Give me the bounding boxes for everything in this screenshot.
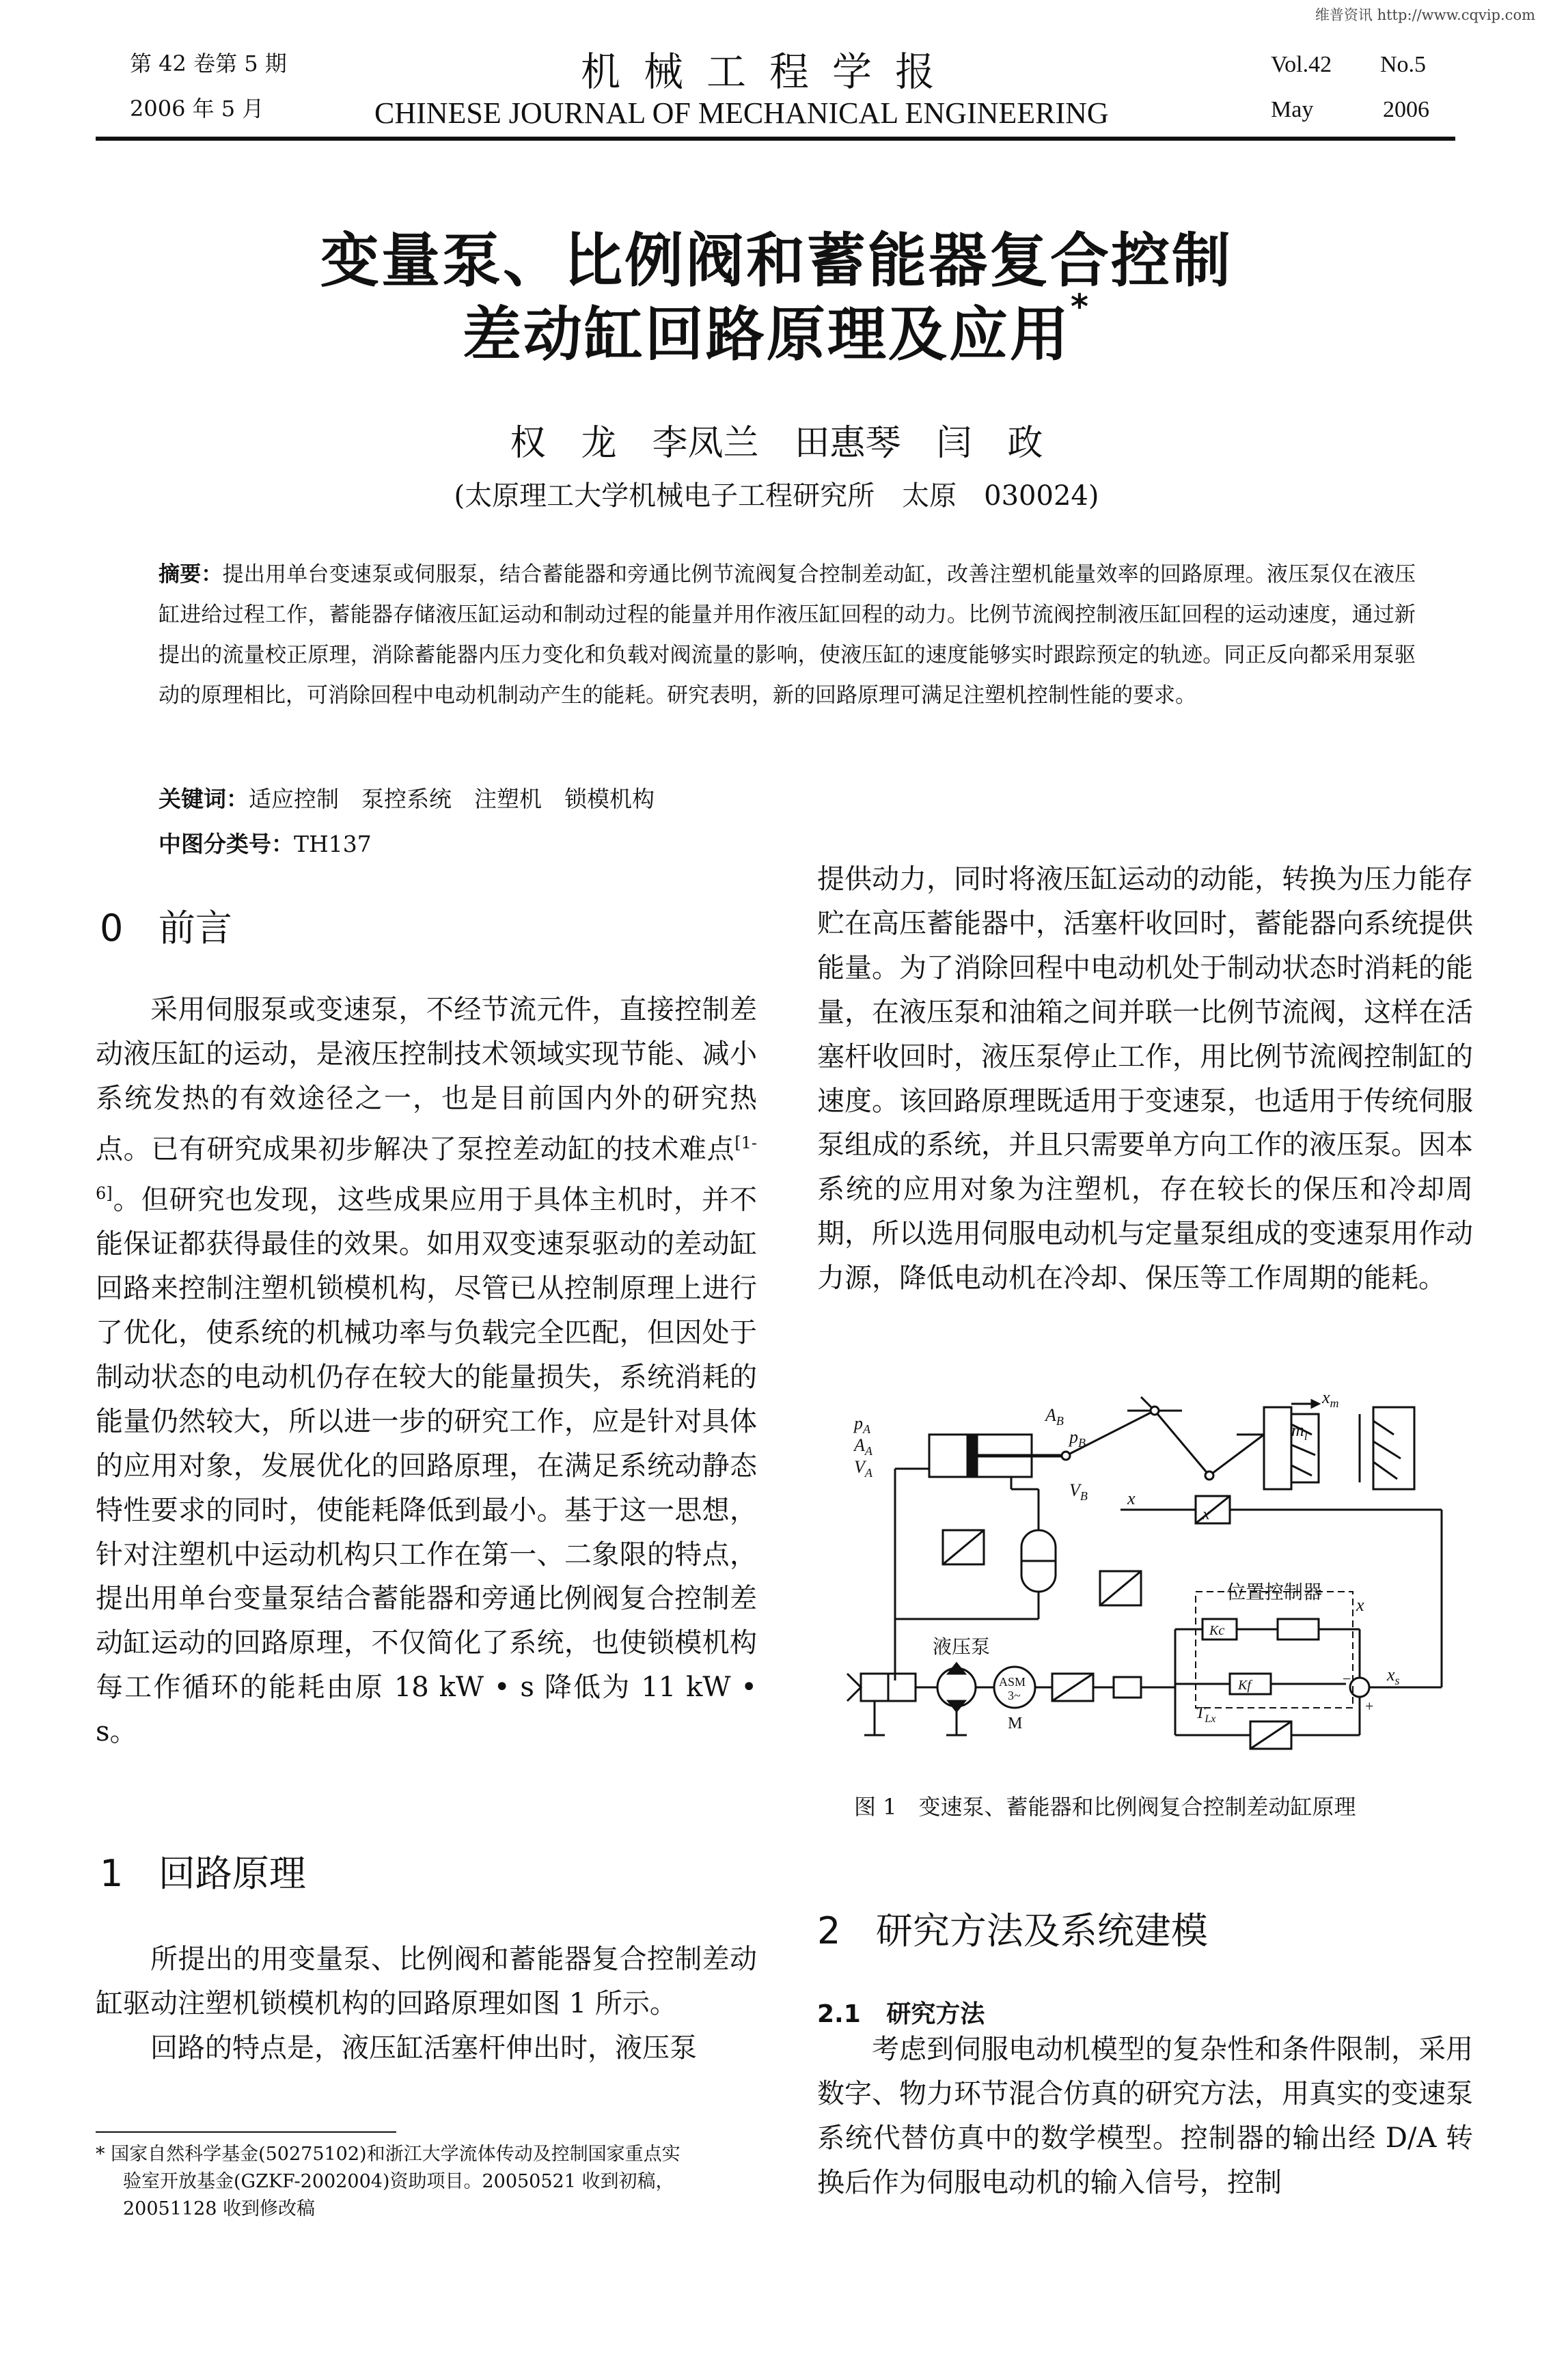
classification: 中图分类号：TH137 xyxy=(159,831,372,857)
label-xm: $x_m$ xyxy=(1322,1394,1339,1410)
linkage-link xyxy=(1209,1435,1264,1476)
affiliation: (太原理工大学机械电子工程研究所 太原 030024) xyxy=(454,480,1099,512)
label-pb: $p_B$ xyxy=(1069,1427,1086,1450)
header-volume: 第 42 卷第 5 期 xyxy=(130,51,287,77)
label-plus: + xyxy=(1365,1698,1374,1715)
watermark: 维普资讯 http://www.cqvip.com xyxy=(1315,7,1535,23)
circuit-paragraph-continued: 提供动力，同时将液压缸运动的动能，转换为压力能存贮在高压蓄能器中，活塞杆收回时，蓄能器向系统提供能量。为了消除回程中电动机处于制动状态时消耗的能量，在液压泵和油箱之间并联一比例节流阀，这样在活塞杆收回时，液压泵停止工作，用比例节流阀控制缸的速度。该回路原理既适用于变速泵，也适用于传统伺服泵组成的系统，并且只需要单方向工作的液压泵。因本系统的应用对象为注塑机，存在较长的保压和冷却周期，所以选用伺服电动机与定量泵组成的变速泵用作动力源，降低电动机在冷却、保压等工作周期的能耗。 xyxy=(817,863,1473,1295)
paper-title-line2: 差动缸回路原理及应用* xyxy=(462,287,1091,369)
label-motor-phase: 3~ xyxy=(1008,1689,1021,1702)
label-x1: x xyxy=(1127,1489,1136,1508)
header-vol: Vol.42 xyxy=(1271,52,1332,77)
label-x3: x xyxy=(1356,1595,1364,1615)
paper-title-line1: 变量泵、比例阀和蓄能器复合控制 xyxy=(320,227,1233,295)
method-paragraph: 考虑到伺服电动机模型的复杂性和条件限制，采用数字、物力环节混合仿真的研究方法，用真实的变速泵系统代替仿真中的数学模型。控制器的输出经 D/A 转换后作为伺服电动机的输入信号，控制 xyxy=(817,2034,1473,2198)
section-2-1-heading: 2.1 研究方法 xyxy=(817,2000,985,2028)
piston xyxy=(967,1435,977,1477)
footnote-rule xyxy=(96,2131,396,2133)
joint xyxy=(1205,1471,1213,1480)
journal-title-en: CHINESE JOURNAL OF MECHANICAL ENGINEERING xyxy=(374,96,1109,130)
header-month: May xyxy=(1271,97,1314,122)
figure-1-circuit-diagram xyxy=(840,1394,1469,1776)
header-no: No.5 xyxy=(1380,52,1427,77)
controller-block xyxy=(1278,1619,1319,1639)
footnote: * 国家自然科学基金(50275102)和浙江大学流体传动及控制国家重点实 验室开放基金(GZKF-2002004)资助项目。20050521 收到初稿， 20051128 收到修改稿 xyxy=(96,2144,681,2219)
position-controller-box xyxy=(1196,1592,1353,1708)
prop-valve-block xyxy=(888,1674,916,1701)
label-pump: 液压泵 xyxy=(933,1637,991,1658)
label-va: $V_A$ xyxy=(854,1457,872,1480)
label-minus: − xyxy=(1343,1670,1351,1687)
valve-spring xyxy=(847,1674,861,1701)
intro-paragraph: 采用伺服泵或变速泵，不经节流元件，直接控制差动液压缸的运动，是液压控制技术领域实现节能、减小系统发热的有效途径之一，也是目前国内外的研究热点。已有研究成果初步解决了泵控差动缸的技术难点[1-6]。但研究也发现，这些成果应用于具体主机时，并不能保证都获得最佳的效果。如用双变速泵驱动的差动缸回路来控制注塑机锁模机构，尽管已从控制原理上进行了优化，使系统的机械功率与负载完全匹配，但因处于制动状态的电动机仍存在较大的能量损失，系统消耗的能量仍然较大，所以进一步的研究工作，应是针对具体的应用对象，发展优化的回路原理，在满足系统动静态特性要求的同时，使能耗降低到最小。基于这一思想，针对注塑机中运动机构只工作在第一、二象限的特点，提出用单台变量泵结合蓄能器和旁通比例阀复合控制差动缸运动的回路原理，不仅简化了系统，也使锁模机构每工作循环的能耗由原 18 kW • s 降低为 11 kW • s。 xyxy=(96,994,757,1748)
authors: 权 龙 李凤兰 田惠琴 闫 政 xyxy=(510,423,1043,464)
prop-valve-block xyxy=(861,1674,888,1701)
abstract xyxy=(159,555,1416,716)
sensor-diagonal xyxy=(1196,1496,1230,1523)
intro-text xyxy=(96,988,757,1754)
abstract-label: 摘要： xyxy=(159,562,223,587)
right-col-text xyxy=(817,857,1473,1301)
circuit-paragraph-1: 所提出的用变量泵、比例阀和蓄能器复合控制差动缸驱动注塑机锁模机构的回路原理如图 1 所示。 xyxy=(96,1943,757,2019)
inverter-diagonal xyxy=(1052,1674,1093,1701)
label-xs: $x_s$ xyxy=(1387,1665,1400,1687)
header-year: 2006 xyxy=(1383,97,1429,122)
joint xyxy=(1151,1407,1159,1415)
abstract-text: 提出用单台变速泵或伺服泵，结合蓄能器和旁通比例节流阀复合控制差动缸，改善注塑机能量效率的回路原理。液压泵仅在液压缸进给过程工作，蓄能器存储液压缸运动和制动过程的能量并用作液压缸回程的动力。比例节流阀控制液压缸回程的运动速度，通过新提出的流量校正原理，消除蓄能器内压力变化和负载对阀流量的影响，使液压缸的速度能够实时跟踪预定的轨迹。同正反向都采用泵驱动的原理相比，可消除回程中电动机制动产生的能耗。研究表明，新的回路原理可满足注塑机控制性能的要求。 xyxy=(159,562,1416,708)
label-vb: $V_B$ xyxy=(1069,1480,1088,1503)
label-kf: Kf xyxy=(1238,1678,1251,1693)
linkage-link xyxy=(1155,1411,1209,1476)
keywords: 关键词：适应控制 泵控系统 注塑机 锁模机构 xyxy=(159,786,655,812)
section-2-heading: 2 研究方法及系统建模 xyxy=(817,1909,1208,1952)
d-a-converter xyxy=(1114,1677,1141,1698)
section-0-heading: 0 前言 xyxy=(100,907,232,950)
journal-title-cn: 机械工程学报 xyxy=(581,49,959,95)
label-position-controller: 位置控制器 xyxy=(1226,1582,1323,1603)
circuit-paragraph-2: 回路的特点是，液压缸活塞杆伸出时，液压泵 xyxy=(150,2032,697,2064)
label-motor-m: M xyxy=(1008,1715,1023,1732)
sensor-diagonal xyxy=(943,1530,984,1564)
citation-ref[interactable]: [1-6] xyxy=(96,1133,757,1203)
compensator-diagonal xyxy=(1250,1721,1291,1749)
xm-arrow-head xyxy=(1312,1400,1319,1407)
fixed-platen-hatch xyxy=(1373,1421,1401,1479)
label-aa: $A_A$ xyxy=(854,1435,872,1458)
label-ab: $A_B$ xyxy=(1045,1405,1064,1428)
header-date: 2006 年 5 月 xyxy=(130,96,264,122)
label-x2: x xyxy=(1202,1506,1210,1523)
moving-platen xyxy=(1264,1407,1291,1489)
label-mass: $m_l$ xyxy=(1291,1420,1308,1443)
figure-1-caption: 图 1 变速泵、蓄能器和比例阀复合控制差动缸原理 xyxy=(854,1794,1356,1820)
label-kc: Kc xyxy=(1209,1623,1225,1638)
header-rule xyxy=(96,137,1455,141)
label-tlx: $T_{Lx}$ xyxy=(1196,1704,1216,1725)
label-motor: ASM xyxy=(999,1675,1026,1689)
joint xyxy=(1062,1452,1070,1460)
circuit-text xyxy=(96,1937,757,2071)
section-1-heading: 1 回路原理 xyxy=(100,1852,306,1895)
label-pa: $p_A$ xyxy=(854,1413,870,1436)
title-footnote-mark: * xyxy=(1070,287,1091,327)
sensor-diagonal xyxy=(1100,1571,1141,1605)
method-text xyxy=(817,2028,1473,2205)
